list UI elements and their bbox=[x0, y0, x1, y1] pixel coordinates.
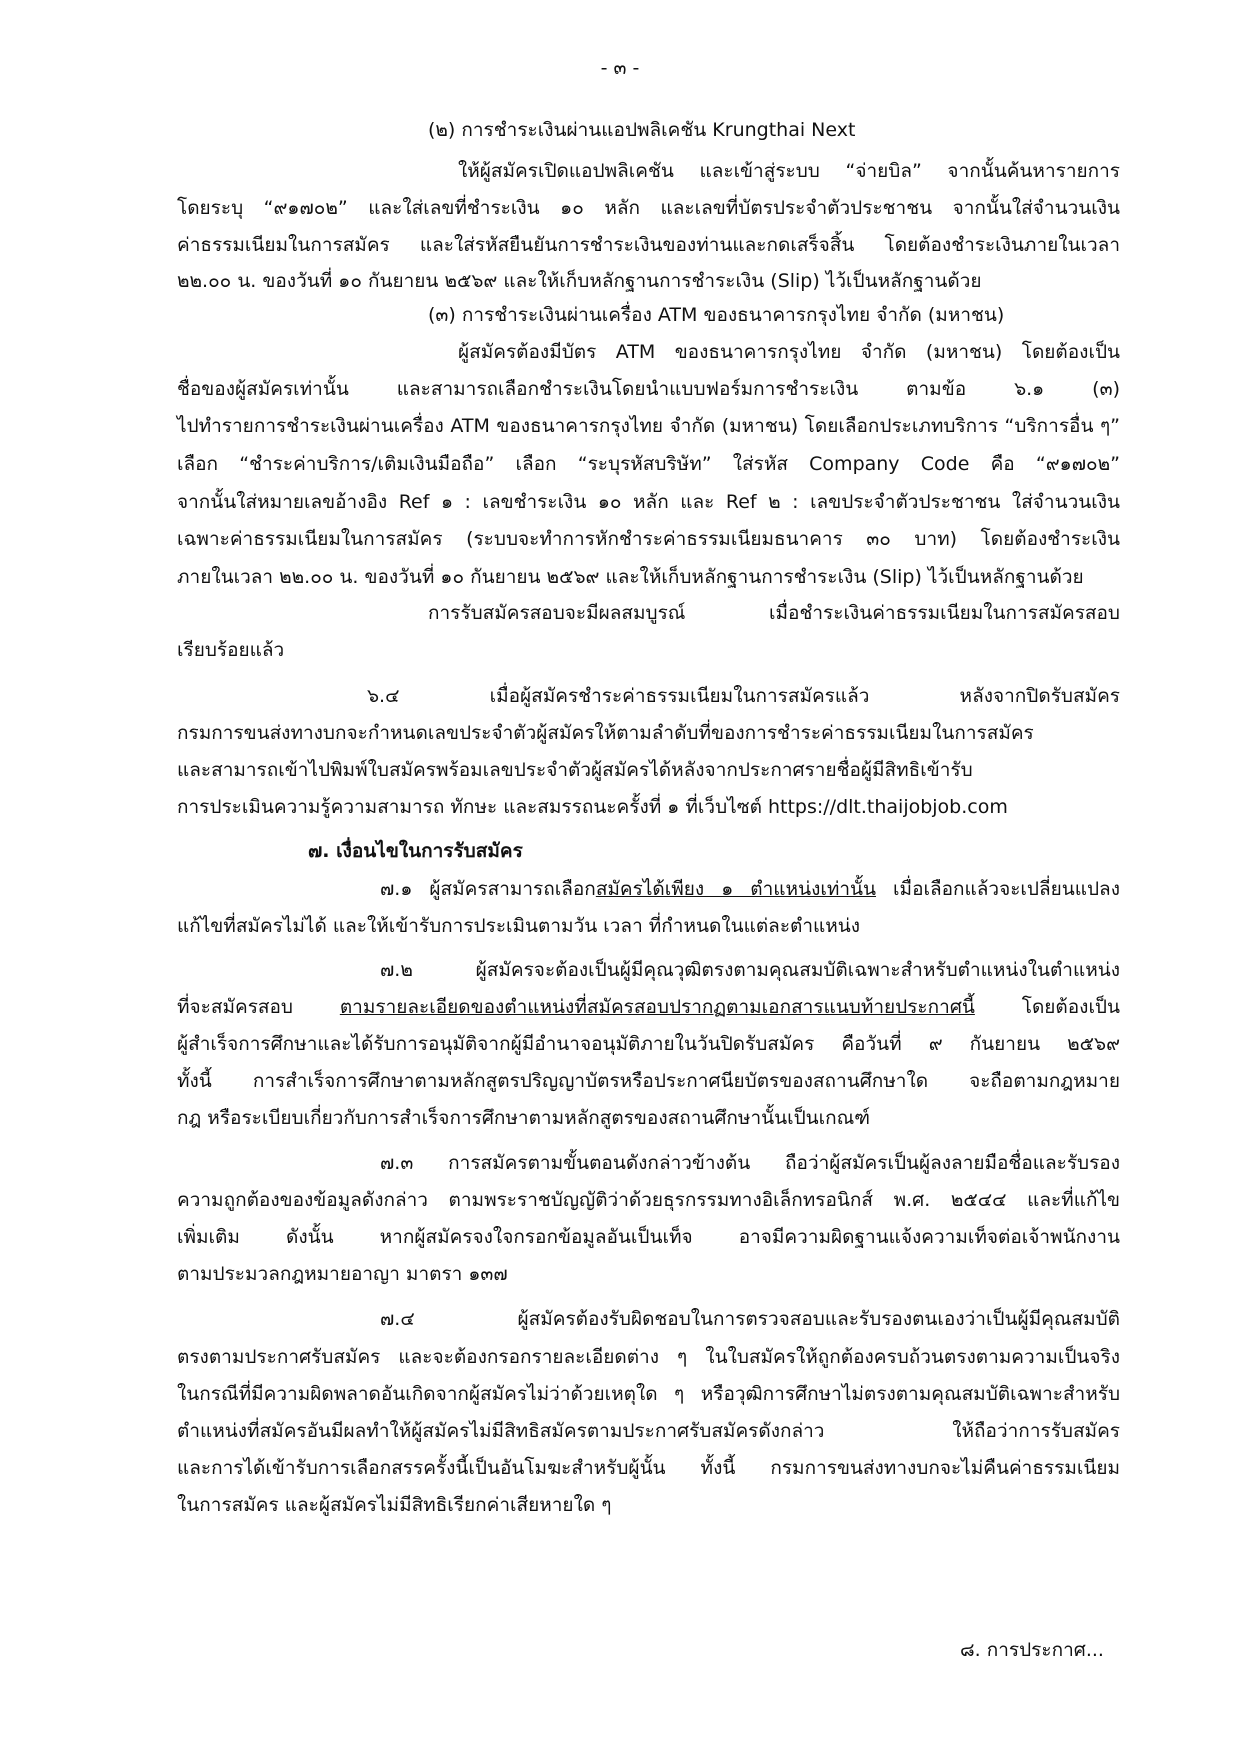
sec2-line-2: โดยระบุ “๙๑๗๐๒” และใส่เลขที่ชำระเงิน ๑๐ หลัก และเลขที่บัตรประจำตัวประชาชน จากนั้นใส่จำนวนเงิน bbox=[177, 197, 1120, 219]
s72-line-3: ผู้สำเร็จการศึกษาและได้รับการอนุมัติจากผู้มีอำนาจอนุมัติภายในวันปิดรับสมัคร คือวันที่ ๙ กันยายน ๒๕๖๙ bbox=[177, 1033, 1120, 1055]
s73-line-3: เพิ่มเติม ดังนั้น หากผู้สมัครจงใจกรอกข้อมูลอันเป็นเท็จ อาจมีความผิดฐานแจ้งความเท็จต่อเจ้าพนักงาน bbox=[177, 1226, 1120, 1248]
s71-pre: ๗.๑ ผู้สมัครสามารถเลือก bbox=[380, 878, 596, 900]
s74-line-3: ในกรณีที่มีความผิดพลาดอันเกิดจากผู้สมัครไม่ว่าด้วยเหตุใด ๆ หรือวุฒิการศึกษาไม่ตรงตามคุณสมบัติเฉพาะสำหรับ bbox=[177, 1383, 1120, 1405]
s74-line-5: และการได้เข้ารับการเลือกสรรครั้งนี้เป็นอันโมฆะสำหรับผู้นั้น ทั้งนี้ กรมการขนส่งทางบกจะไม่คืนค่าธรรมเนียม bbox=[177, 1457, 1120, 1479]
sec3-line-1: ผู้สมัครต้องมีบัตร ATM ของธนาคารกรุงไทย จำกัด (มหาชน) โดยต้องเป็น bbox=[458, 341, 1120, 363]
sec2-line-4: ๒๒.๐๐ น. ของวันที่ ๑๐ กันยายน ๒๕๖๙ และให้เก็บหลักฐานการชำระเงิน (Slip) ไว้เป็นหลักฐานด้วย bbox=[177, 270, 982, 292]
sec3-line-4: เลือก “ชำระค่าบริการ/เติมเงินมือถือ” เลือก “ระบุรหัสบริษัท” ใส่รหัส Company Code คือ “๙๑๗๐๒” bbox=[177, 453, 1120, 475]
sec3-line-2: ชื่อของผู้สมัครเท่านั้น และสามารถเลือกชำระเงินโดยนำแบบฟอร์มการชำระเงิน ตามข้อ ๖.๑ (๓) bbox=[177, 378, 1120, 400]
s71-line-1 bbox=[380, 876, 1120, 902]
s74-line-6: ในการสมัคร และผู้สมัครไม่มีสิทธิเรียกค่าเสียหายใด ๆ bbox=[177, 1494, 612, 1516]
sec3-line-3: ไปทำรายการชำระเงินผ่านเครื่อง ATM ของธนาคารกรุงไทย จำกัด (มหาชน) โดยเลือกประเภทบริการ “บริการอื่น ๆ” bbox=[177, 415, 1120, 437]
sec3-heading: (๓) การชำระเงินผ่านเครื่อง ATM ของธนาคารกรุงไทย จำกัด (มหาชน) bbox=[428, 304, 1005, 326]
continuation-text: ๘. การประกาศ... bbox=[960, 1639, 1104, 1661]
s74-line-2: ตรงตามประกาศรับสมัคร และจะต้องกรอกรายละเอียดต่าง ๆ ในใบสมัครให้ถูกต้องครบถ้วนตรงตามความเป็นจริง bbox=[177, 1346, 1120, 1368]
s64-line-2: กรมการขนส่งทางบกจะกำหนดเลขประจำตัวผู้สมัครให้ตามลำดับที่ของการชำระค่าธรรมเนียมในการสมัคร bbox=[177, 722, 1034, 744]
sec3-line-5: จากนั้นใส่หมายเลขอ้างอิง Ref ๑ : เลขชำระเงิน ๑๐ หลัก และ Ref ๒ : เลขประจำตัวประชาชน ใส่จำนวนเงิน bbox=[177, 491, 1120, 513]
complete-line-2: เรียบร้อยแล้ว bbox=[177, 639, 285, 661]
sec3-line-6: เฉพาะค่าธรรมเนียมในการสมัคร (ระบบจะทำการหักชำระค่าธรรมเนียมธนาคาร ๓๐ บาท) โดยต้องชำระเงิน bbox=[177, 528, 1120, 550]
sec2-line-3: ค่าธรรมเนียมในการสมัคร และใส่รหัสยืนยันการชำระเงินของท่านและกดเสร็จสิ้น โดยต้องชำระเงินภายในเวลา bbox=[177, 234, 1120, 256]
s72-line-5: กฎ หรือระเบียบเกี่ยวกับการสำเร็จการศึกษาตามหลักสูตรของสถานศึกษานั้นเป็นเกณฑ์ bbox=[177, 1107, 871, 1129]
s72-pre: ที่จะสมัครสอบ bbox=[177, 996, 340, 1018]
s71-post: เมื่อเลือกแล้วจะเปลี่ยนแปลง bbox=[876, 878, 1120, 900]
s71-underlined: สมัครได้เพียง ๑ ตำแหน่งเท่านั้น bbox=[595, 878, 877, 900]
s72-line-4: ทั้งนี้ การสำเร็จการศึกษาตามหลักสูตรปริญญาบัตรหรือประกาศนียบัตรของสถานศึกษาใด จะถือตามกฎหมาย bbox=[177, 1070, 1120, 1092]
s71-line-2: แก้ไขที่สมัครไม่ได้ และให้เข้ารับการประเมินตามวัน เวลา ที่กำหนดในแต่ละตำแหน่ง bbox=[177, 915, 861, 937]
s74-line-4: ตำแหน่งที่สมัครอันมีผลทำให้ผู้สมัครไม่มีสิทธิสมัครตามประกาศรับสมัครดังกล่าว ให้ถือว่าการรับสมัคร bbox=[177, 1420, 1120, 1442]
s64-line-3: และสามารถเข้าไปพิมพ์ใบสมัครพร้อมเลขประจำตัวผู้สมัครได้หลังจากประกาศรายชื่อผู้มีสิทธิเข้ารับ bbox=[177, 759, 973, 781]
sec3-line-7: ภายในเวลา ๒๒.๐๐ น. ของวันที่ ๑๐ กันยายน ๒๕๖๙ และให้เก็บหลักฐานการชำระเงิน (Slip) ไว้เป็นหลักฐานด้วย bbox=[177, 566, 1084, 588]
s64-line-1: ๖.๔ เมื่อผู้สมัครชำระค่าธรรมเนียมในการสมัครแล้ว หลังจากปิดรับสมัคร bbox=[367, 685, 1120, 707]
s64-line-4: การประเมินความรู้ความสามารถ ทักษะ และสมรรถนะครั้งที่ ๑ ที่เว็บไซต์ https://dlt.thaijobjob.com bbox=[177, 796, 1008, 818]
s73-line-2: ความถูกต้องของข้อมูลดังกล่าว ตามพระราชบัญญัติว่าด้วยธุรกรรมทางอิเล็กทรอนิกส์ พ.ศ. ๒๕๔๔ และที่แก้ไข bbox=[177, 1189, 1120, 1211]
page-number: - ๓ - bbox=[600, 57, 640, 79]
sec2-heading: (๒) การชำระเงินผ่านแอปพลิเคชัน Krungthai Next bbox=[428, 119, 856, 141]
s73-line-1: ๗.๓ การสมัครตามขั้นตอนดังกล่าวข้างต้น ถือว่าผู้สมัครเป็นผู้ลงลายมือชื่อและรับรอง bbox=[380, 1152, 1120, 1174]
s72-line-2 bbox=[177, 994, 1120, 1020]
s72-underlined: ตามรายละเอียดของตำแหน่งที่สมัครสอบปรากฏตามเอกสารแนบท้ายประกาศนี้ bbox=[339, 996, 975, 1018]
s73-line-4: ตามประมวลกฎหมายอาญา มาตรา ๑๓๗ bbox=[177, 1263, 508, 1285]
s72-line-1: ๗.๒ ผู้สมัครจะต้องเป็นผู้มีคุณวุฒิตรงตามคุณสมบัติเฉพาะสำหรับตำแหน่งในตำแหน่ง bbox=[380, 959, 1120, 981]
s72-post: โดยต้องเป็น bbox=[974, 996, 1120, 1018]
sec2-line-1: ให้ผู้สมัครเปิดแอปพลิเคชัน และเข้าสู่ระบบ “จ่ายบิล” จากนั้นค้นหารายการ bbox=[458, 160, 1120, 182]
complete-line-1: การรับสมัครสอบจะมีผลสมบูรณ์ เมื่อชำระเงินค่าธรรมเนียมในการสมัครสอบ bbox=[428, 602, 1120, 624]
s74-line-1: ๗.๔ ผู้สมัครต้องรับผิดชอบในการตรวจสอบและรับรองตนเองว่าเป็นผู้มีคุณสมบัติ bbox=[380, 1308, 1120, 1330]
s7-heading: ๗. เงื่อนไขในการรับสมัคร bbox=[308, 840, 523, 862]
